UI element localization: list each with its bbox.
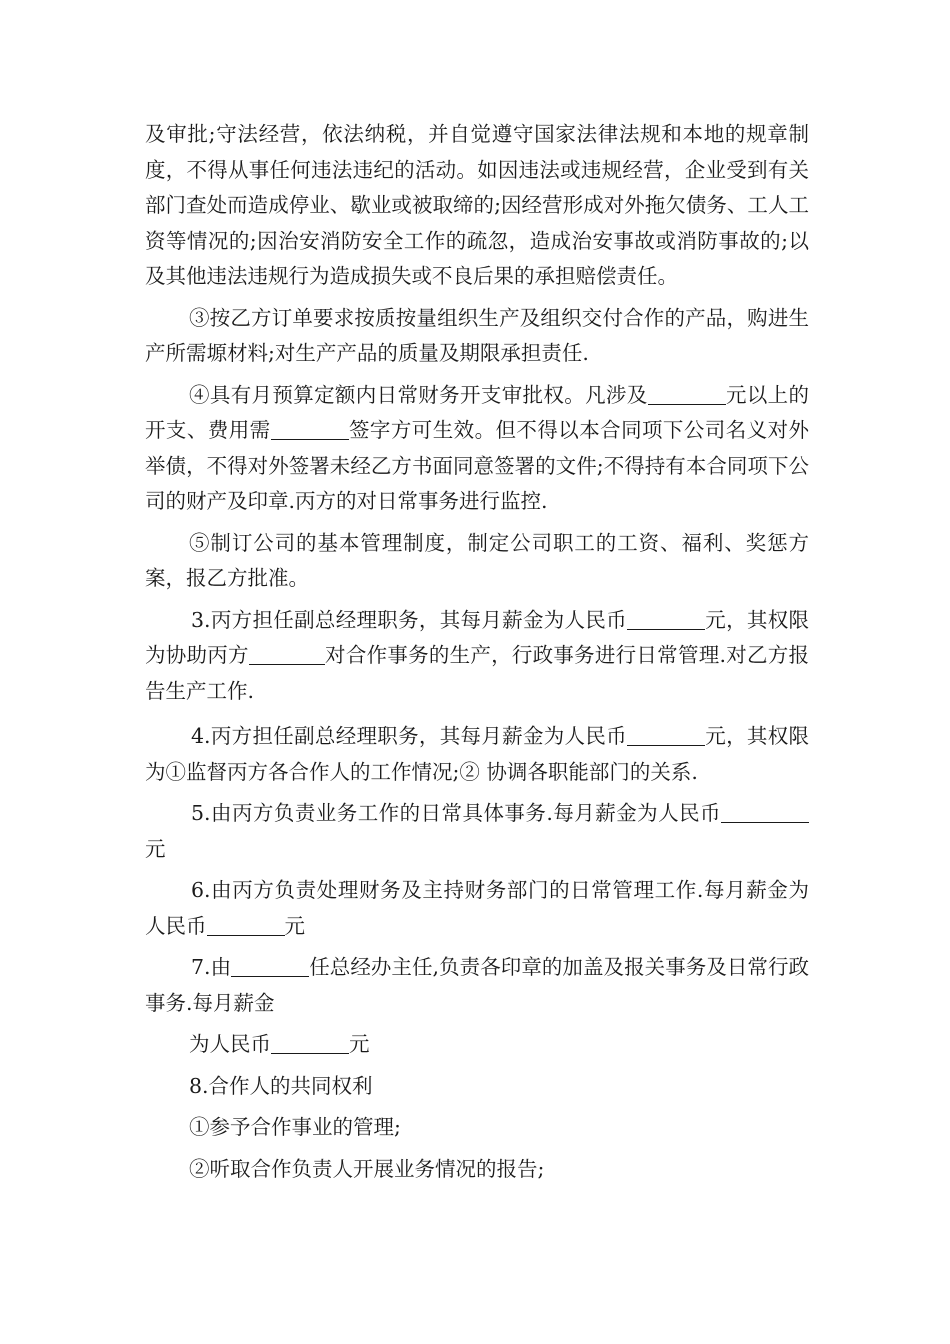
item-6-text-2: 元 (284, 913, 305, 938)
finance-approval-text-3: 签字方可生效。但不得以本合同项下公司名义对外举债，不得对外签署未经乙方书面同意签署的文件;不得持有本合同项下公司的财产及印章.丙方的对日常事务进行监控. (145, 418, 810, 513)
item-4-text-2: 元，其权限为①监督丙方各合作人的工作情况;② 协调各职能部门的关系. (145, 724, 810, 784)
paragraph-item-8-heading (145, 1069, 809, 1105)
item-7-text-1: 7.由 (191, 955, 232, 979)
finance-approval-text-2: 元以上的开支、费用需 (145, 382, 810, 442)
item-7-text-2: 任总经办主任,负责各印章的加盖及报关事务及日常行政事务.每月薪金 (145, 955, 810, 1015)
paragraph-item-3 (145, 603, 809, 710)
salary-blank (627, 603, 705, 630)
paragraph-production (145, 301, 809, 372)
item-3-text-3: 对合作事务的生产，行政事务进行日常管理.对乙方报告生产工作. (145, 643, 810, 703)
finance-approval-text-1: ④具有月预算定额内日常财务开支审批权。凡涉及 (189, 382, 648, 407)
paragraph-right-1 (145, 1110, 809, 1146)
item-4-text-1: 4.丙方担任副总经理职务，其每月薪金为人民币 (191, 724, 627, 748)
document-page (145, 117, 809, 1187)
paragraph-item-5 (145, 796, 809, 867)
item-8-heading-text: 8.合作人的共同权利 (189, 1073, 373, 1098)
right-1-text: ①参予合作事业的管理; (189, 1115, 401, 1139)
salary-blank (721, 796, 779, 823)
paragraph-item-6 (145, 873, 809, 944)
name-blank (231, 950, 309, 977)
salary-blank (207, 909, 285, 936)
management-rules-text: ⑤制订公司的基本管理制度，制定公司职工的工资、福利、奖惩方案，报乙方批准。 (145, 530, 809, 590)
item-7-salary-text-2: 元 (349, 1032, 370, 1056)
paragraph-finance-approval (145, 378, 809, 520)
paragraph-item-4 (145, 719, 809, 790)
item-3-text-2: 元，其权限为协助丙方 (145, 607, 810, 667)
amount-blank (648, 378, 726, 405)
paragraph-item-7 (145, 950, 809, 1021)
paragraph-management-rules (145, 526, 809, 597)
salary-blank (271, 1027, 349, 1054)
paragraph-production-text: ③按乙方订单要求按质按量组织生产及组织交付合作的产品，购进生产所需塬材料;对生产产品的质量及期限承担责任. (145, 305, 809, 365)
item-3-text-1: 3.丙方担任副总经理职务，其每月薪金为人民币 (191, 607, 627, 632)
salary-blank-continued (779, 796, 809, 823)
right-2-text: ②听取合作负责人开展业务情况的报告; (189, 1156, 545, 1181)
item-5-text-1: 5.由丙方负责业务工作的日常具体事务.每月薪金为人民币 (191, 801, 721, 825)
paragraph-liability (145, 117, 809, 295)
assist-blank (249, 638, 325, 665)
salary-blank (627, 719, 705, 746)
signer-blank (271, 413, 349, 440)
item-7-salary-text-1: 为人民币 (189, 1032, 271, 1056)
item-5-text-2: 元 (145, 836, 166, 861)
item-6-text-1: 6.由丙方负责处理财务及主持财务部门的日常管理工作.每月薪金为人民币 (145, 878, 809, 938)
paragraph-liability-text: 及审批;守法经营，依法纳税，并自觉遵守国家法律法规和本地的规章制度，不得从事任何违法违纪的活动。如因违法或违规经营，企业受到有关部门查处而造成停业、歇业或被取缔的;因经营形成对外拖欠债务、工人工资等情况的;因治安消防安全工作的疏忽，造成治安事故或消防事故的;以及其他违法违规行为造成损失或不良后果的承担赔偿责任。 (145, 122, 809, 288)
paragraph-right-2 (145, 1152, 809, 1188)
paragraph-item-7-salary (145, 1027, 809, 1063)
